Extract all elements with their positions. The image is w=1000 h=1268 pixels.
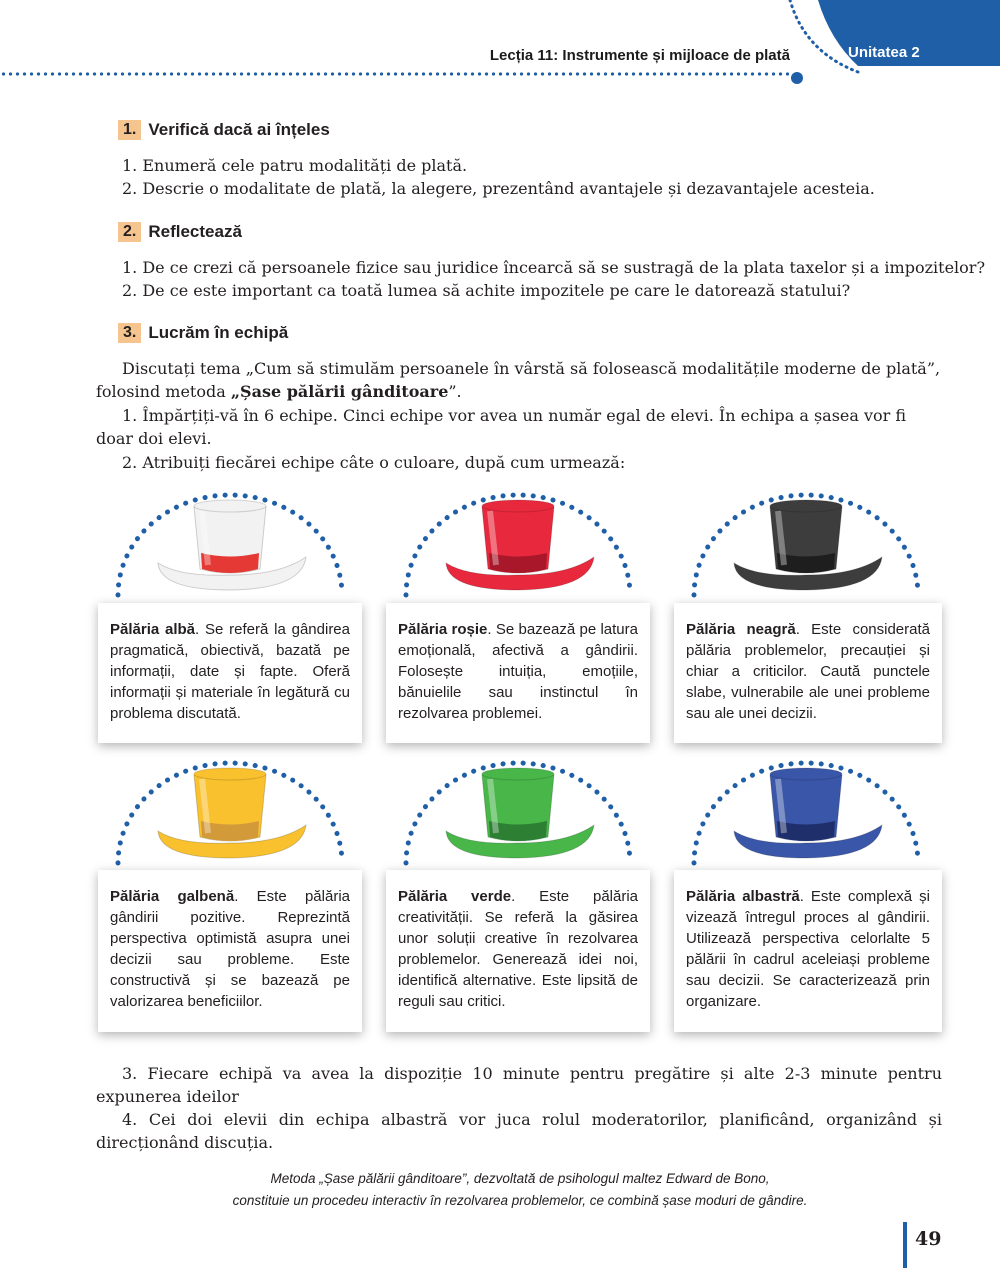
section-1-item-2: 2. Descrie o modalitate de plată, la alegere, prezentând avantajele și dezavantajele acesteia. [122,179,875,198]
section-3-step-3: 3. Fiecare echipă va avea la dispoziție 10 minute pentru pregătire și alte 2-3 minute pentru expunerea ideilor [96,1064,942,1106]
hat-description: . Se bazează pe latura emoțională, afectivă a gândirii. Folosește intuiția, emoțiile, bănuielile sau instinctul în rezolvarea problemei. [398,621,638,722]
hat-top [194,768,266,780]
hat-top [482,768,554,780]
section-3-step-2: 2. Atribuiți fiecărei echipe câte o culoare, după cum urmează: [122,453,626,472]
section-2-heading [118,222,242,242]
section-3-intro [96,357,942,403]
hat-red-icon [398,485,638,605]
hat-card-white [98,603,362,743]
hat-green-icon [398,753,638,873]
method-caption [120,1168,920,1212]
intro-text: Discutați tema „Cum să stimulăm persoanele în vârstă să folosească modalitățile moderne de plată”, folosind metoda [96,359,941,401]
hat-top [770,500,842,512]
intro-end: ”. [448,382,462,401]
hat-title: Pălăria verde [398,888,512,905]
hat-description: . Se referă la gândirea pragmatică, obiectivă, bazată pe informații, date și fapte. Oferă informații și materiale în legătură cu problema discutată. [110,621,350,722]
hat-card-green [386,870,650,1032]
hat-card-black [674,603,942,743]
hat-top [770,768,842,780]
hat-yellow-icon [110,753,350,873]
section-2-item-2: 2. De ce este important ca toată lumea să achite impozitele pe care le datorează statului? [122,281,851,300]
hat-black-icon [686,485,926,605]
hat-title: Pălăria albă [110,621,196,638]
unit-label: Unitatea 2 [848,44,920,61]
section-number: 3. [118,323,141,343]
section-number: 1. [118,120,141,140]
page-number-bar [903,1222,907,1268]
hat-description: . Este considerată pălăria problemelor, precauției și chiar a criticilor. Caută punctele slabe, vulnerabile ale unei probleme sau ale unei decizii. [686,621,930,722]
header-dotted-line [0,72,790,76]
hat-white-icon [110,485,350,605]
section-title: Lucrăm în echipă [148,323,289,342]
hat-description: . Este complexă și vizează întregul proces al gândirii. Utilizează perspectiva celorlalte 5 pălării în cadrul aceleiași probleme sau decizii. Se caracterizează prin organizare. [686,888,930,1010]
hat-title: Pălăria neagră [686,621,796,638]
section-title: Verifică dacă ai înțeles [148,120,330,139]
page-number: 49 [915,1228,942,1250]
section-2-item-1: 1. De ce crezi că persoanele fizice sau juridice încearcă să se sustragă de la plata taxelor și a impozitelor? [122,258,986,277]
section-title: Reflectează [148,222,242,241]
lesson-title: Lecția 11: Instrumente și mijloace de plată [489,47,790,64]
section-3-heading [118,323,288,343]
caption-line-1: Metoda „Șase pălării gânditoare”, dezvoltată de psihologul maltez Edward de Bono, [270,1171,770,1186]
hat-card-yellow [98,870,362,1032]
section-1-item-1: 1. Enumeră cele patru modalități de plată. [122,156,468,175]
hat-title: Pălăria albastră [686,888,800,905]
section-3-step-1: 1. Împărțiți-vă în 6 echipe. Cinci echipe vor avea un număr egal de elevi. În echipa a șasea vor fi doar doi elevi. [96,406,907,448]
hat-description: . Este pălăria gândirii pozitive. Reprezintă perspectiva optimistă asupra unei decizii sau probleme. Este constructivă și se bazează pe valorizarea beneficiilor. [110,888,350,1010]
caption-line-2: constituie un procedeu interactiv în rezolvarea problemelor, ce combină șase moduri de gândire. [232,1193,808,1208]
method-name: „Șase pălării gânditoare [230,382,449,401]
section-3-step-4: 4. Cei doi elevii din echipa albastră vor juca rolul moderatorilor, planificând, organizând și direcționând discuția. [96,1110,942,1152]
hat-top [194,500,266,512]
hat-title: Pălăria roșie [398,621,488,638]
hat-description: . Este pălăria creativității. Se referă la găsirea unor soluții creative în rezolvarea problemelor. Generează idei noi, identifică alternative. Este lipsită de reguli sau critici. [398,888,639,1010]
hat-card-red [386,603,650,743]
hat-card-blue [674,870,942,1032]
section-number: 2. [118,222,141,242]
hat-title: Pălăria galbenă [110,888,235,905]
hat-top [482,500,554,512]
hat-blue-icon [686,753,926,873]
section-1-heading [118,120,330,140]
